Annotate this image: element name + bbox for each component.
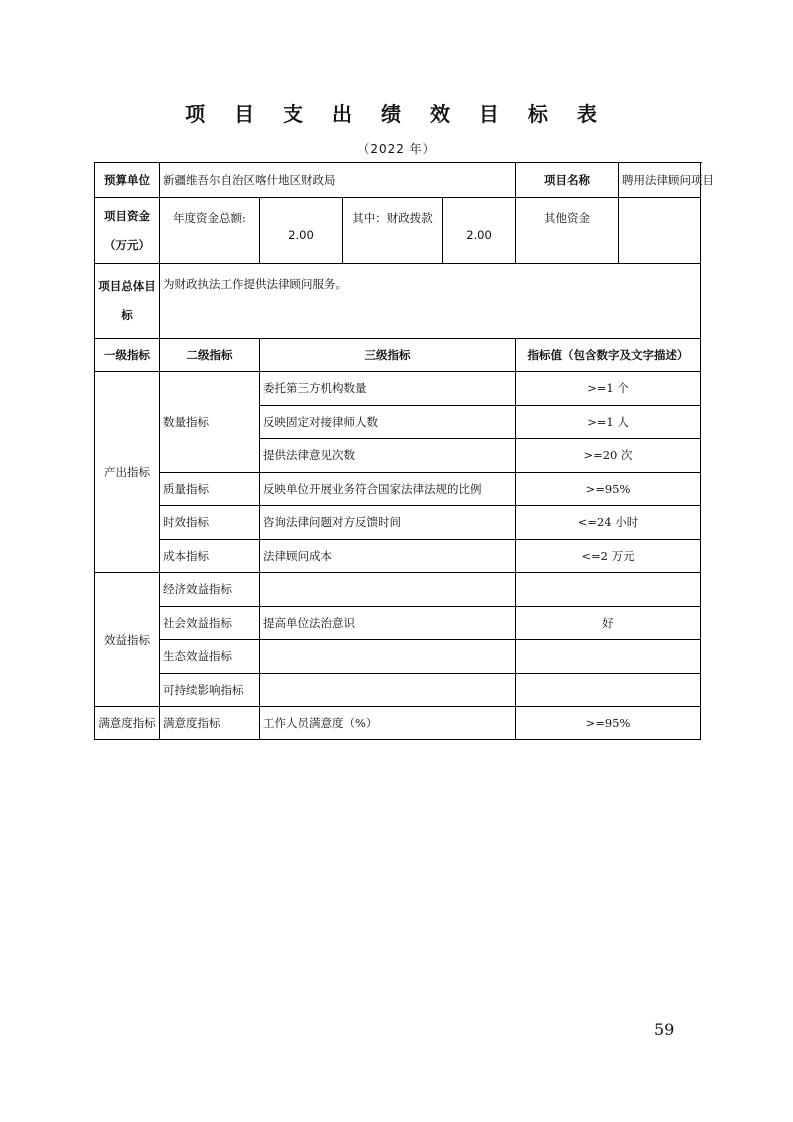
table-row — [95, 673, 701, 707]
quality-indicator-label: 质量指标 — [160, 472, 260, 506]
indicator-name: 提高单位法治意识 — [260, 606, 516, 640]
sustainable-impact-label: 可持续影响指标 — [160, 673, 260, 707]
col-level3-header: 三级指标 — [260, 339, 516, 372]
economic-benefit-label: 经济效益指标 — [160, 573, 260, 607]
indicator-value — [516, 673, 701, 707]
indicator-value: >=1 个 — [516, 372, 701, 406]
funds-label-line2: （万元） — [104, 237, 150, 252]
project-name-label: 项目名称 — [516, 163, 619, 198]
social-benefit-label: 社会效益指标 — [160, 606, 260, 640]
indicator-value: 好 — [516, 606, 701, 640]
indicator-name: 反映单位开展业务符合国家法律法规的比例 — [260, 472, 516, 506]
page-number: 59 — [654, 1020, 675, 1039]
other-funds-value — [619, 198, 701, 264]
indicator-name — [260, 673, 516, 707]
table-row — [95, 640, 701, 674]
project-name-value: 聘用法律顾问项目 — [619, 163, 701, 198]
indicator-name: 提供法律意见次数 — [260, 439, 516, 473]
year-subtitle: （2022 年） — [357, 142, 436, 156]
output-indicator-label: 产出指标 — [95, 372, 160, 573]
indicator-value: >=20 次 — [516, 439, 701, 473]
cost-indicator-label: 成本指标 — [160, 539, 260, 573]
column-header-row — [95, 339, 701, 372]
benefit-indicator-label: 效益指标 — [95, 573, 160, 707]
funds-row — [95, 198, 701, 264]
col-level1-header: 一级指标 — [95, 339, 160, 372]
indicator-name: 法律顾问成本 — [260, 539, 516, 573]
table-row — [95, 707, 701, 740]
indicator-name: 委托第三方机构数量 — [260, 372, 516, 406]
performance-goal-table — [94, 162, 714, 740]
quantity-indicator-label: 数量指标 — [160, 372, 260, 473]
indicator-name: 反映固定对接律师人数 — [260, 405, 516, 439]
budget-unit-value: 新疆维吾尔自治区喀什地区财政局 — [160, 163, 516, 198]
indicator-value — [516, 640, 701, 674]
col-value-header: 指标值（包含数字及文字描述） — [516, 339, 701, 372]
indicator-value: >=95% — [516, 472, 701, 506]
annual-total-value: 2.00 — [260, 198, 343, 264]
table-row — [95, 539, 701, 573]
funds-label-line1: 项目资金 — [104, 208, 150, 223]
goal-label — [95, 264, 160, 339]
goal-label-line2: 标 — [121, 308, 133, 322]
indicator-value: >=1 人 — [516, 405, 701, 439]
indicator-name: 工作人员满意度（%） — [260, 707, 516, 740]
table-row — [95, 506, 701, 540]
table-row — [95, 472, 701, 506]
info-row — [95, 163, 701, 198]
satisfaction-sub-label: 满意度指标 — [160, 707, 260, 740]
annual-total-label: 年度资金总额: — [160, 198, 260, 264]
col-level2-header: 二级指标 — [160, 339, 260, 372]
table-row — [95, 606, 701, 640]
indicator-name — [260, 573, 516, 607]
page-title: 项 目 支 出 绩 效 目 标 表 — [185, 102, 608, 126]
indicator-name: 咨询法律问题对方反馈时间 — [260, 506, 516, 540]
goal-row — [95, 264, 701, 339]
fiscal-allocation-value: 2.00 — [443, 198, 516, 264]
timeliness-indicator-label: 时效指标 — [160, 506, 260, 540]
goal-label-line1: 项目总体目 — [98, 279, 156, 293]
fiscal-allocation-label: 其中：财政拨款 — [343, 198, 443, 264]
table-row — [95, 372, 701, 406]
satisfaction-indicator-label: 满意度指标 — [95, 707, 160, 740]
goal-value: 为财政执法工作提供法律顾问服务。 — [160, 264, 701, 339]
indicator-name — [260, 640, 516, 674]
ecological-benefit-label: 生态效益指标 — [160, 640, 260, 674]
table-row — [95, 573, 701, 607]
indicator-value: >=95% — [516, 707, 701, 740]
indicator-value — [516, 573, 701, 607]
indicator-value: <=24 小时 — [516, 506, 701, 540]
other-funds-label: 其他资金 — [516, 198, 619, 264]
budget-unit-label: 预算单位 — [95, 163, 160, 198]
funds-label — [95, 198, 160, 264]
indicator-value: <=2 万元 — [516, 539, 701, 573]
